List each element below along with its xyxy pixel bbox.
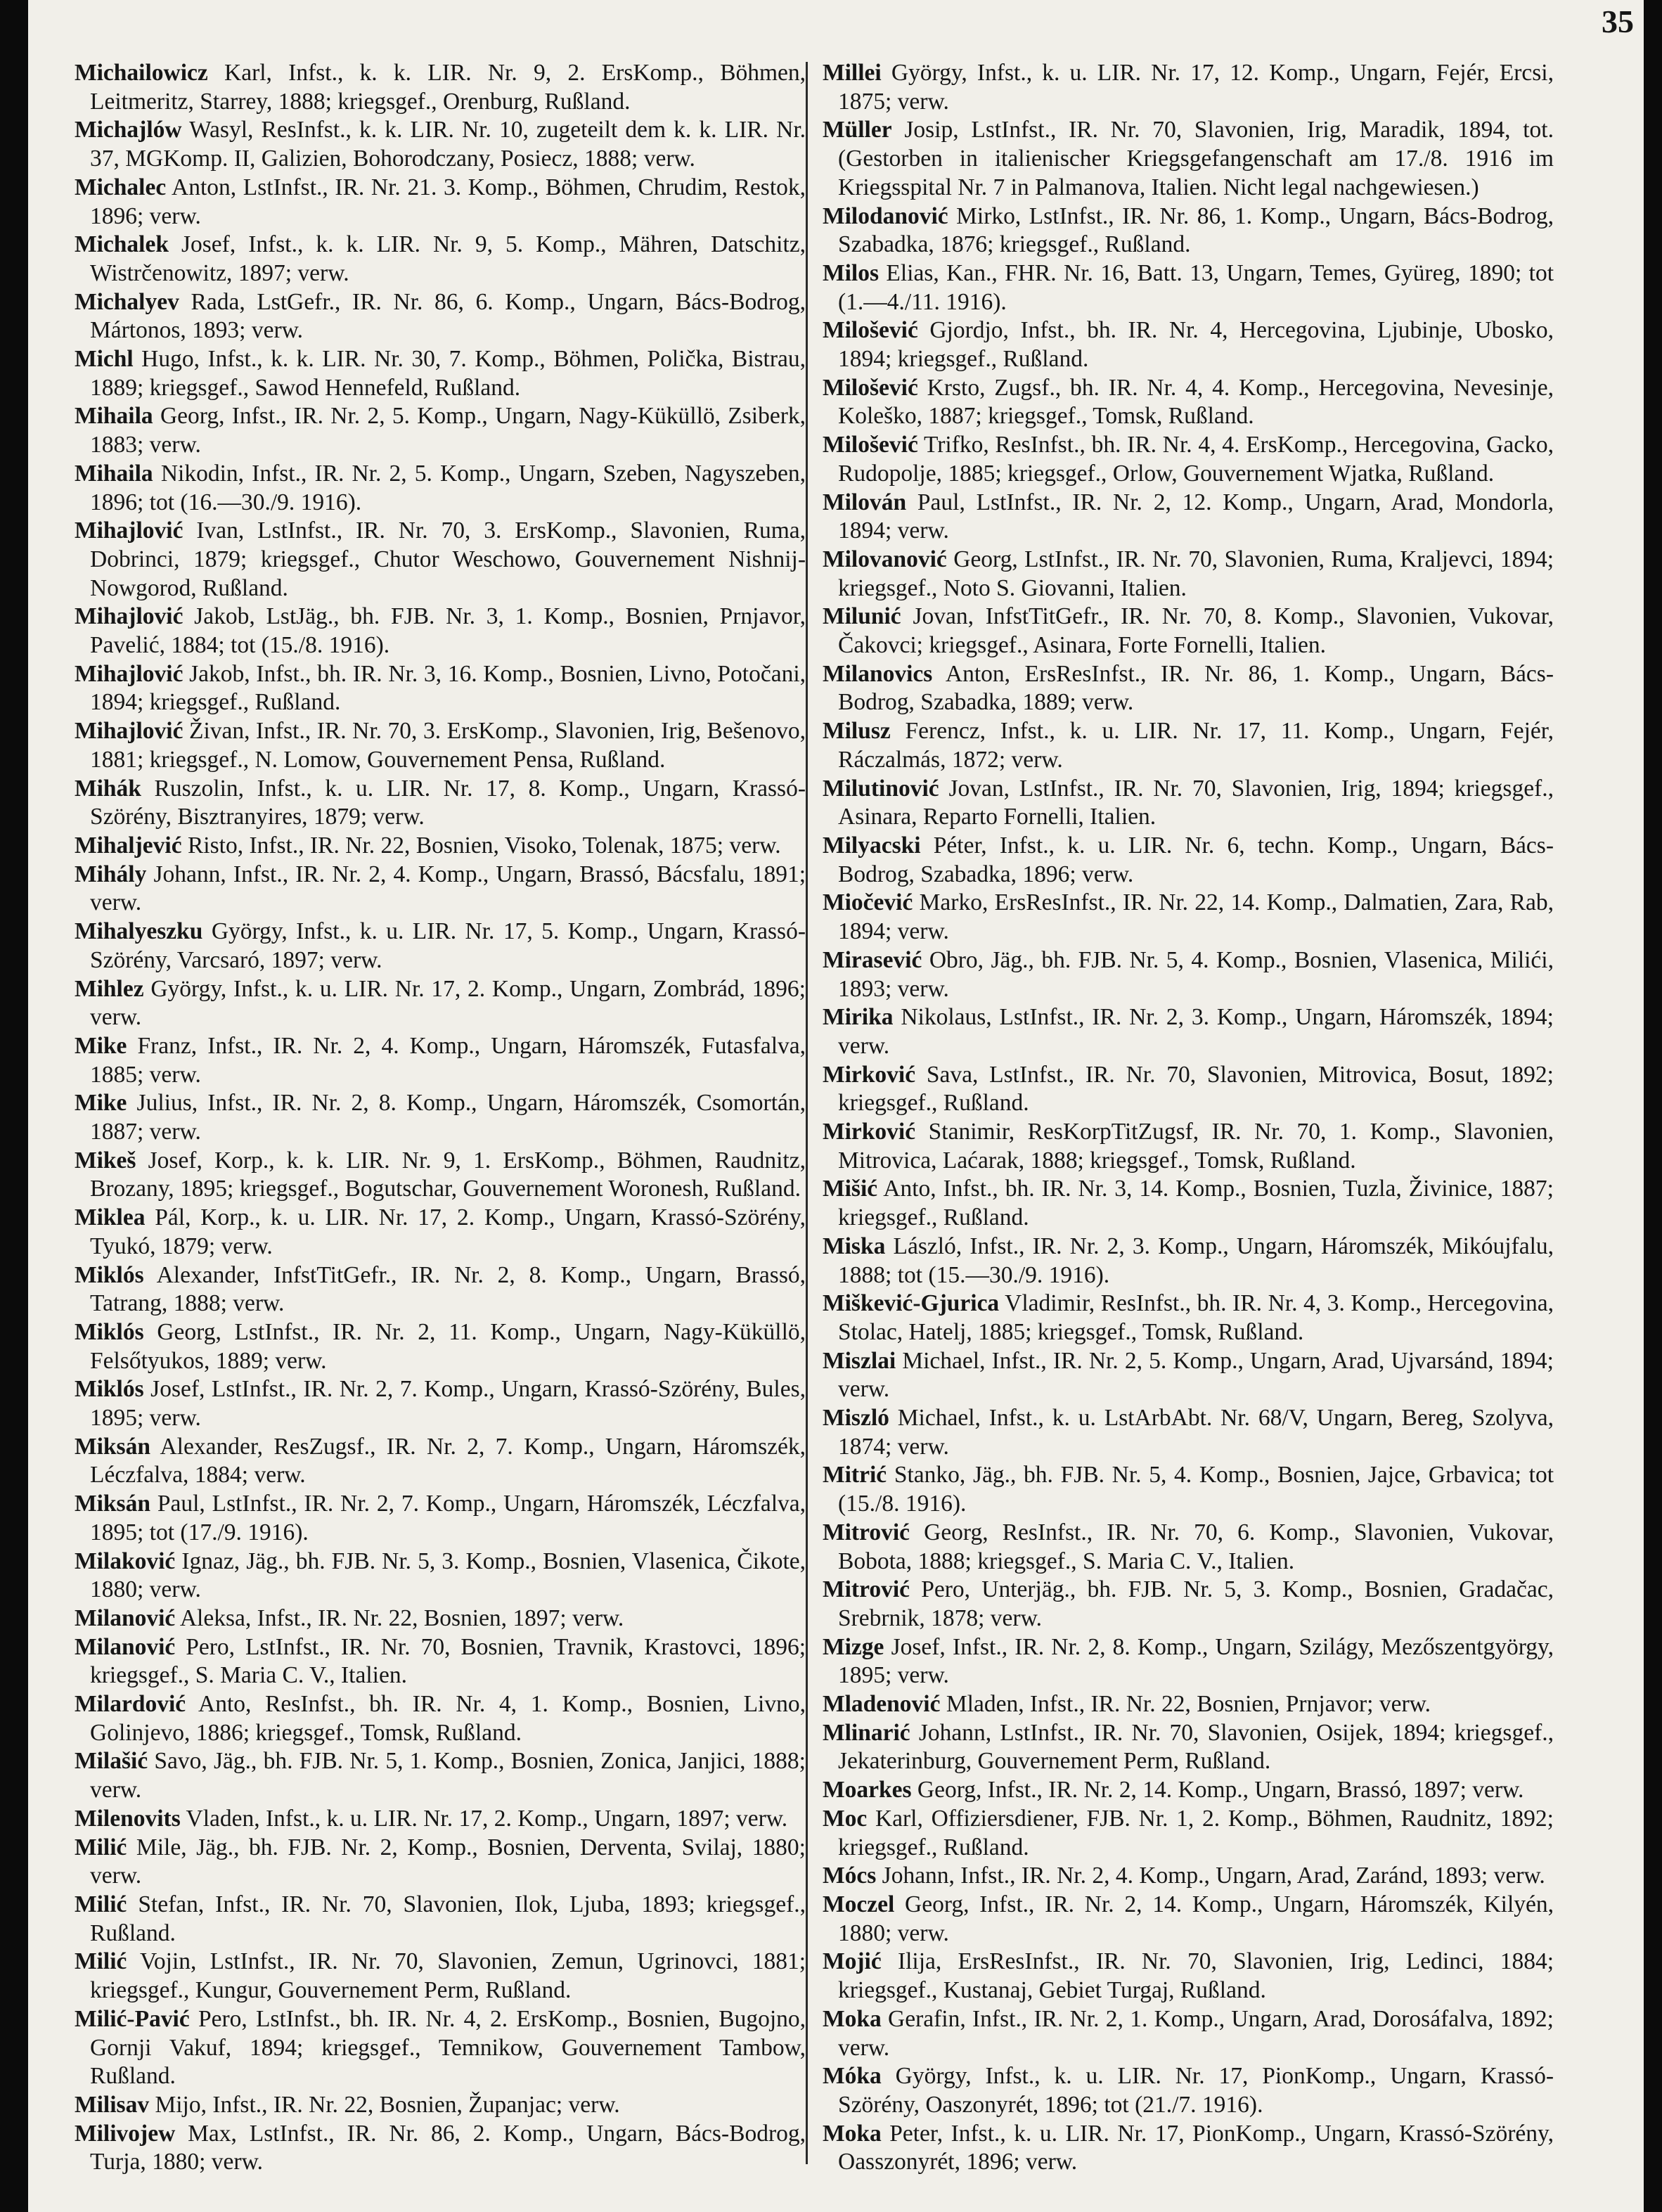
list-entry (823, 374, 1554, 431)
entry-details: Živan, Infst., IR. Nr. 70, 3. ErsKomp., Slavonien, Irig, Bešenovo, 1881; kriegsgef., N. Lomow, Gouvernement Pensa, Rußland. (90, 718, 806, 773)
entry-surname: Mihaljević (75, 832, 182, 859)
entry-surname: Milošević (823, 317, 918, 344)
list-entry (75, 288, 806, 345)
entry-surname: Milošević (823, 432, 918, 458)
list-entry (75, 1375, 806, 1432)
list-entry (75, 1948, 806, 2005)
list-entry (75, 775, 806, 832)
entry-details: Johann, Infst., IR. Nr. 2, 4. Komp., Ungarn, Brassó, Bácsfalu, 1891; verw. (90, 861, 806, 916)
entry-details: Mile, Jäg., bh. FJB. Nr. 2, Komp., Bosnien, Derventa, Svilaj, 1880; verw. (90, 1834, 806, 1889)
list-entry (75, 603, 806, 660)
entry-surname: Michl (75, 346, 134, 373)
entry-surname: Miklós (75, 1318, 144, 1345)
entry-details: Josef, Infst., k. k. LIR. Nr. 9, 5. Komp., Mähren, Datschitz, Wistrčenowitz, 1897; verw. (90, 231, 806, 286)
entry-surname: Mizge (823, 1633, 884, 1660)
list-entry (823, 316, 1554, 373)
entry-details: Aleksa, Infst., IR. Nr. 22, Bosnien, 1897; verw. (175, 1605, 624, 1631)
list-entry (75, 1605, 806, 1633)
list-entry (75, 1490, 806, 1547)
entry-surname: Mihák (75, 775, 141, 802)
entry-surname: Milivojew (75, 2120, 176, 2147)
entry-surname: Mike (75, 1090, 127, 1117)
entry-details: Georg, ResInfst., IR. Nr. 70, 6. Komp., Slavonien, Vukovar, Bobota, 1888; kriegsgef., S. Maria C. V., Italien. (838, 1519, 1554, 1574)
list-entry (75, 1805, 806, 1834)
entry-details: György, Infst., k. u. LIR. Nr. 17, 5. Komp., Ungarn, Krassó-Szörény, Varcsaró, 1897; verw. (90, 918, 806, 973)
list-entry (75, 174, 806, 231)
entry-details: Michael, Infst., k. u. LstArbAbt. Nr. 68/V, Ungarn, Bereg, Szolyva, 1874; verw. (838, 1405, 1554, 1460)
entry-details: Savo, Jäg., bh. FJB. Nr. 5, 1. Komp., Bosnien, Zonica, Janjici, 1888; verw. (90, 1748, 806, 1803)
entry-surname: Milovanović (823, 546, 947, 572)
list-entry (75, 717, 806, 774)
list-entry (823, 946, 1554, 1003)
entry-surname: Móka (823, 2063, 882, 2090)
entry-details: György, Infst., k. u. LIR. Nr. 17, PionKomp., Ungarn, Krassó-Szörény, Oaszonyrét, 1896; tot (21./7. 1916). (838, 2063, 1554, 2118)
entry-surname: Michailowicz (75, 60, 208, 86)
entry-surname: Mirković (823, 1119, 916, 1145)
list-entry (75, 832, 806, 861)
list-entry (823, 1719, 1554, 1776)
list-entry (75, 517, 806, 603)
list-entry (823, 1690, 1554, 1719)
list-entry (75, 1089, 806, 1146)
entry-surname: Mirković (823, 1061, 916, 1088)
entry-details: Gjordjo, Infst., bh. IR. Nr. 4, Hercegovina, Ljubinje, Ubosko, 1894; kriegsgef., Rußland. (838, 317, 1554, 373)
list-entry (823, 1519, 1554, 1576)
list-entry (823, 259, 1554, 316)
list-entry (823, 202, 1554, 259)
entry-surname: Milaković (75, 1548, 176, 1574)
entry-details: László, Infst., IR. Nr. 2, 3. Komp., Ungarn, Háromszék, Mikóujfalu, 1888; tot (15.—30./9. 1916). (838, 1233, 1554, 1288)
entry-surname: Michalyev (75, 288, 179, 315)
entry-details: Ivan, LstInfst., IR. Nr. 70, 3. ErsKomp., Slavonien, Ruma, Dobrinci, 1879; kriegsgef., Chutor Weschowo, Gouvernement Nishnij-Nowgorod, Rußland. (90, 517, 806, 601)
list-entry (75, 660, 806, 717)
entry-surname: Moczel (823, 1891, 895, 1917)
entry-surname: Mitrović (823, 1576, 910, 1603)
entry-details: Michael, Infst., IR. Nr. 2, 5. Komp., Ungarn, Arad, Ujvarsánd, 1894; verw. (838, 1347, 1554, 1403)
entry-surname: Milić-Pavić (75, 2005, 190, 2032)
list-entry (75, 1834, 806, 1891)
column-divider (806, 62, 808, 2164)
entry-details: Paul, LstInfst., IR. Nr. 2, 12. Komp., Ungarn, Arad, Mondorla, 1894; verw. (838, 489, 1554, 544)
list-entry (823, 1805, 1554, 1862)
list-entry (75, 2120, 806, 2177)
entry-surname: Milusz (823, 718, 891, 745)
entry-surname: Mirika (823, 1004, 894, 1031)
entry-surname: Miksán (75, 1491, 150, 1517)
entry-details: Anto, Infst., bh. IR. Nr. 3, 14. Komp., Bosnien, Tuzla, Živinice, 1887; kriegsgef., Rußland. (838, 1176, 1554, 1231)
entry-details: Trifko, ResInfst., bh. IR. Nr. 4, 4. ErsKomp., Hercegovina, Gacko, Rudopolje, 1885; kriegsgef., Orlow, Gouvernement Wjatka, Rußland. (838, 432, 1554, 487)
entry-surname: Milunić (823, 603, 901, 630)
entry-surname: Moka (823, 2120, 882, 2147)
entry-details: Georg, LstInfst., IR. Nr. 2, 11. Komp., Ungarn, Nagy-Küküllö, Felsőtyukos, 1889; verw. (90, 1318, 806, 1374)
list-entry (75, 2005, 806, 2091)
entry-details: Max, LstInfst., IR. Nr. 86, 2. Komp., Ungarn, Bács-Bodrog, Turja, 1880; verw. (90, 2120, 806, 2175)
list-entry (75, 345, 806, 402)
entry-details: Ferencz, Infst., k. u. LIR. Nr. 17, 11. Komp., Ungarn, Fejér, Ráczalmás, 1872; verw. (838, 718, 1554, 773)
entry-surname: Miksán (75, 1433, 150, 1460)
list-entry (823, 1404, 1554, 1461)
entry-surname: Milić (75, 1891, 127, 1917)
entry-surname: Mihalyeszku (75, 918, 203, 945)
entry-surname: Milić (75, 1948, 127, 1975)
entry-details: Wasyl, ResInfst., k. k. LIR. Nr. 10, zugeteilt dem k. k. LIR. Nr. 37, MGKomp. II, Galizien, Bohorodczany, Posiecz, 1888; verw. (90, 117, 806, 172)
entry-details: Krsto, Zugsf., bh. IR. Nr. 4, 4. Komp., Hercegovina, Nevesinje, Koleško, 1887; kriegsgef., Tomsk, Rußland. (838, 374, 1554, 430)
entry-details: Marko, ErsResInfst., IR. Nr. 22, 14. Komp., Dalmatien, Zara, Rab, 1894; verw. (838, 889, 1554, 945)
entry-details: Stefan, Infst., IR. Nr. 70, Slavonien, Ilok, Ljuba, 1893; kriegsgef., Rußland. (90, 1891, 806, 1946)
entry-surname: Mlinarić (823, 1719, 910, 1746)
entry-details: Julius, Infst., IR. Nr. 2, 8. Komp., Ungarn, Háromszék, Csomortán, 1887; verw. (90, 1090, 806, 1145)
entry-surname: Milodanović (823, 202, 948, 229)
entry-surname: Miočević (823, 889, 913, 916)
list-entry (75, 1747, 806, 1804)
list-entry (75, 59, 806, 116)
list-entry (823, 1233, 1554, 1290)
entry-details: Jakob, Infst., bh. IR. Nr. 3, 16. Komp., Bosnien, Livno, Potočani, 1894; kriegsgef., Rußland. (90, 660, 806, 716)
list-entry (823, 2062, 1554, 2119)
entry-details: Mladen, Infst., IR. Nr. 22, Bosnien, Prnjavor; verw. (940, 1691, 1431, 1718)
entry-surname: Miklós (75, 1376, 144, 1403)
entry-details: Georg, Infst., IR. Nr. 2, 14. Komp., Ungarn, Brassó, 1897; verw. (911, 1777, 1524, 1803)
list-entry (75, 1032, 806, 1089)
entry-surname: Mike (75, 1032, 127, 1059)
list-entry (823, 546, 1554, 603)
entry-surname: Milisav (75, 2091, 150, 2118)
list-entry (823, 603, 1554, 660)
entry-surname: Moc (823, 1805, 868, 1832)
list-entry (823, 2005, 1554, 2062)
list-entry (823, 832, 1554, 889)
entry-surname: Mihajlović (75, 603, 183, 630)
list-entry (75, 1548, 806, 1605)
list-entry (823, 775, 1554, 832)
entry-surname: Miškević-Gjurica (823, 1290, 1000, 1317)
entry-surname: Mihajlović (75, 718, 183, 745)
entry-details: Jovan, InfstTitGefr., IR. Nr. 70, 8. Komp., Slavonien, Vukovar, Čakovci; kriegsgef., Asinara, Forte Fornelli, Italien. (838, 603, 1554, 659)
list-entry (823, 431, 1554, 488)
entry-surname: Mihaila (75, 403, 153, 430)
list-entry (75, 1690, 806, 1747)
entry-surname: Moarkes (823, 1777, 912, 1803)
entry-details: Jakob, LstJäg., bh. FJB. Nr. 3, 1. Komp., Bosnien, Prnjavor, Pavelić, 1884; tot (15./8. 1916). (90, 603, 806, 659)
entry-surname: Milyacski (823, 832, 921, 859)
list-entry (823, 1576, 1554, 1633)
entry-details: Peter, Infst., k. u. LIR. Nr. 17, PionKomp., Ungarn, Krassó-Szörény, Oasszonyrét, 1896; verw. (838, 2120, 1554, 2175)
left-column (75, 59, 806, 2177)
entry-details: Gerafin, Infst., IR. Nr. 2, 1. Komp., Ungarn, Arad, Dorosáfalva, 1892; verw. (838, 2005, 1554, 2061)
entry-surname: Müller (823, 117, 892, 143)
entry-surname: Milenovits (75, 1805, 181, 1832)
entry-details: Nikolaus, LstInfst., IR. Nr. 2, 3. Komp., Ungarn, Háromszék, 1894; verw. (838, 1004, 1554, 1059)
entry-surname: Mihajlović (75, 517, 183, 544)
list-entry (823, 1633, 1554, 1690)
entry-details: Mirko, LstInfst., IR. Nr. 86, 1. Komp., Ungarn, Bács-Bodrog, Szabadka, 1876; kriegsgef., Rußland. (838, 202, 1554, 258)
entry-details: Elias, Kan., FHR. Nr. 16, Batt. 13, Ungarn, Temes, Gyüreg, 1890; tot (1.—4./11. 1916). (838, 259, 1554, 315)
entry-surname: Moka (823, 2005, 882, 2032)
entry-details: Hugo, Infst., k. k. LIR. Nr. 30, 7. Komp., Böhmen, Polička, Bistrau, 1889; kriegsgef., Sawod Hennefeld, Rußland. (90, 346, 806, 401)
entry-details: Vojin, LstInfst., IR. Nr. 70, Slavonien, Zemun, Ugrinovci, 1881; kriegsgef., Kungur, Gouvernement Perm, Rußland. (90, 1948, 806, 2004)
list-entry (823, 889, 1554, 946)
entry-details: Georg, LstInfst., IR. Nr. 70, Slavonien, Ruma, Kraljevci, 1894; kriegsgef., Noto S. Giovanni, Italien. (838, 546, 1554, 601)
entry-surname: Mihajlović (75, 660, 183, 687)
entry-details: Josef, Korp., k. k. LIR. Nr. 9, 1. ErsKomp., Böhmen, Raudnitz, Brozany, 1895; kriegsgef., Bogutschar, Gouvernement Woronesh, Rußland. (90, 1147, 806, 1202)
entry-details: Stanimir, ResKorpTitZugsf, IR. Nr. 70, 1. Komp., Slavonien, Mitrovica, Laćarak, 1888; kriegsgef., Tomsk, Rußland. (838, 1119, 1554, 1173)
entry-surname: Milošević (823, 374, 918, 401)
entry-surname: Milutinović (823, 775, 939, 802)
entry-surname: Mišić (823, 1176, 878, 1202)
entry-surname: Miklea (75, 1204, 146, 1231)
entry-details: Alexander, InfstTitGefr., IR. Nr. 2, 8. Komp., Ungarn, Brassó, Tatrang, 1888; verw. (90, 1261, 806, 1317)
list-entry (823, 2120, 1554, 2177)
entry-surname: Milanović (75, 1605, 176, 1631)
entry-details: Johann, LstInfst., IR. Nr. 70, Slavonien, Osijek, 1894; kriegsgef., Jekaterinburg, Gouvernement Perm, Rußland. (838, 1719, 1554, 1775)
entry-details: Johann, Infst., IR. Nr. 2, 4. Komp., Ungarn, Arad, Zaránd, 1893; verw. (876, 1863, 1545, 1889)
entry-details: Rada, LstGefr., IR. Nr. 86, 6. Komp., Ungarn, Bács-Bodrog, Mártonos, 1893; verw. (90, 288, 806, 344)
entry-surname: Miklós (75, 1261, 144, 1288)
right-column (823, 59, 1554, 2177)
entry-details: Obro, Jäg., bh. FJB. Nr. 5, 4. Komp., Bosnien, Vlasenica, Milići, 1893; verw. (838, 946, 1554, 1002)
list-entry (823, 489, 1554, 546)
entry-details: György, Infst., k. u. LIR. Nr. 17, 2. Komp., Ungarn, Zombrád, 1896; verw. (90, 975, 806, 1031)
list-entry (75, 1633, 806, 1690)
list-entry (75, 231, 806, 288)
list-entry (823, 1862, 1554, 1891)
entry-details: Josef, Infst., IR. Nr. 2, 8. Komp., Ungarn, Szilágy, Mezőszentgyörgy, 1895; verw. (838, 1633, 1554, 1689)
entry-details: Sava, LstInfst., IR. Nr. 70, Slavonien, Mitrovica, Bosut, 1892; kriegsgef., Rußland. (838, 1061, 1554, 1117)
entry-details: Mijo, Infst., IR. Nr. 22, Bosnien, Županjac; verw. (149, 2091, 620, 2118)
entry-details: Anto, ResInfst., bh. IR. Nr. 4, 1. Komp., Bosnien, Livno, Golinjevo, 1886; kriegsgef., Tomsk, Rußland. (90, 1691, 806, 1746)
entry-surname: Mihaila (75, 460, 153, 487)
entry-details: Georg, Infst., IR. Nr. 2, 5. Komp., Ungarn, Nagy-Küküllö, Zsiberk, 1883; verw. (90, 403, 806, 458)
entry-details: Ruszolin, Infst., k. u. LIR. Nr. 17, 8. Komp., Ungarn, Krassó-Szörény, Bisztranyires, 1879; verw. (90, 775, 806, 830)
entry-details: Josef, LstInfst., IR. Nr. 2, 7. Komp., Ungarn, Krassó-Szörény, Bules, 1895; verw. (90, 1376, 806, 1432)
entry-details: György, Infst., k. u. LIR. Nr. 17, 12. Komp., Ungarn, Fejér, Ercsi, 1875; verw. (838, 60, 1554, 115)
entry-surname: Michalek (75, 231, 169, 258)
entry-surname: Milašić (75, 1748, 148, 1775)
entry-surname: Milanovics (823, 660, 933, 687)
entry-details: Vladimir, ResInfst., bh. IR. Nr. 4, 3. Komp., Hercegovina, Stolac, Hatelj, 1885; kriegsgef., Tomsk, Rußland. (838, 1290, 1554, 1345)
list-entry (823, 717, 1554, 774)
list-entry (823, 1776, 1554, 1805)
entry-details: Pero, LstInfst., IR. Nr. 70, Bosnien, Travnik, Krastovci, 1896; kriegsgef., S. Maria C. V., Italien. (90, 1633, 806, 1689)
list-entry (823, 1003, 1554, 1060)
list-entry (823, 660, 1554, 717)
entry-details: Paul, LstInfst., IR. Nr. 2, 7. Komp., Ungarn, Háromszék, Léczfalva, 1895; tot (17./9. 1916). (90, 1491, 806, 1545)
list-entry (75, 918, 806, 975)
list-entry (75, 1318, 806, 1375)
list-entry (823, 1347, 1554, 1404)
entry-surname: Michajlów (75, 117, 182, 143)
list-entry (75, 2091, 806, 2120)
list-entry (75, 975, 806, 1032)
list-entry (823, 59, 1554, 116)
entry-surname: Mitrić (823, 1462, 887, 1488)
list-entry (823, 1175, 1554, 1232)
entry-details: Risto, Infst., IR. Nr. 22, Bosnien, Visoko, Tolenak, 1875; verw. (181, 832, 781, 859)
list-entry (75, 1204, 806, 1261)
entry-surname: Michalec (75, 174, 167, 200)
entry-surname: Mladenović (823, 1691, 941, 1718)
list-entry (823, 1461, 1554, 1518)
entry-details: Vladen, Infst., k. u. LIR. Nr. 17, 2. Komp., Ungarn, 1897; verw. (180, 1805, 788, 1832)
entry-surname: Mirasević (823, 946, 922, 973)
list-entry (823, 1891, 1554, 1948)
entry-details: Josip, LstInfst., IR. Nr. 70, Slavonien, Irig, Maradik, 1894, tot. (Gestorben in italienischer Kriegsgefangenschaft am 17./8. 1916 im Kriegsspital Nr. 7 in Palmanova, Italien. Nicht legal nachgewiesen.) (838, 117, 1554, 200)
entry-details: Georg, Infst., IR. Nr. 2, 14. Komp., Ungarn, Háromszék, Kilyén, 1880; verw. (838, 1891, 1554, 1946)
list-entry (75, 1261, 806, 1318)
entry-surname: Mihlez (75, 975, 144, 1002)
entry-details: Karl, Infst., k. k. LIR. Nr. 9, 2. ErsKomp., Böhmen, Leitmeritz, Starrey, 1888; kriegsgef., Orenburg, Rußland. (90, 60, 806, 115)
entry-surname: Mitrović (823, 1519, 910, 1545)
entry-surname: Miska (823, 1233, 886, 1259)
entry-surname: Mikeš (75, 1147, 136, 1173)
entry-details: Ignaz, Jäg., bh. FJB. Nr. 5, 3. Komp., Bosnien, Vlasenica, Čikote, 1880; verw. (90, 1548, 806, 1603)
entry-surname: Mócs (823, 1863, 877, 1889)
list-entry (75, 861, 806, 918)
list-entry (823, 1948, 1554, 2005)
entry-surname: Millei (823, 60, 882, 86)
list-entry (75, 1433, 806, 1490)
entry-details: Anton, ErsResInfst., IR. Nr. 86, 1. Komp., Ungarn, Bács-Bodrog, Szabadka, 1889; verw. (838, 660, 1554, 716)
entry-details: Karl, Offiziersdiener, FJB. Nr. 1, 2. Komp., Böhmen, Raudnitz, 1892; kriegsgef., Rußland. (838, 1805, 1554, 1860)
list-entry (75, 1891, 806, 1948)
entry-details: Stanko, Jäg., bh. FJB. Nr. 5, 4. Komp., Bosnien, Jajce, Grbavica; tot (15./8. 1916). (838, 1462, 1554, 1517)
entry-details: Pál, Korp., k. u. LIR. Nr. 17, 2. Komp., Ungarn, Krassó-Szörény, Tyukó, 1879; verw. (90, 1204, 806, 1259)
list-entry (823, 1118, 1554, 1175)
list-entry (823, 1290, 1554, 1346)
entry-details: Franz, Infst., IR. Nr. 2, 4. Komp., Ungarn, Háromszék, Futasfalva, 1885; verw. (90, 1032, 806, 1088)
entry-surname: Miszlai (823, 1347, 896, 1374)
list-entry (75, 116, 806, 173)
entry-details: Jovan, LstInfst., IR. Nr. 70, Slavonien, Irig, 1894; kriegsgef., Asinara, Reparto Fornelli, Italien. (838, 775, 1554, 830)
entry-surname: Milován (823, 489, 907, 515)
page-number: 35 (1602, 4, 1634, 39)
entry-details: Péter, Infst., k. u. LIR. Nr. 6, techn. Komp., Ungarn, Bács-Bodrog, Szabadka, 1896; verw. (838, 832, 1554, 887)
entry-details: Anton, LstInfst., IR. Nr. 21. 3. Komp., Böhmen, Chrudim, Restok, 1896; verw. (90, 174, 806, 229)
document-page (28, 0, 1644, 2212)
entry-details: Ilija, ErsResInfst., IR. Nr. 70, Slavonien, Irig, Ledinci, 1884; kriegsgef., Kustanaj, Gebiet Turgaj, Rußland. (838, 1948, 1554, 2004)
entry-surname: Milić (75, 1834, 127, 1860)
entry-surname: Milanović (75, 1633, 176, 1660)
list-entry (823, 116, 1554, 202)
list-entry (75, 402, 806, 459)
entry-surname: Miszló (823, 1405, 889, 1432)
entry-surname: Milardović (75, 1691, 186, 1718)
list-entry (75, 1147, 806, 1204)
entry-details: Nikodin, Infst., IR. Nr. 2, 5. Komp., Ungarn, Szeben, Nagyszeben, 1896; tot (16.—30./9. 1916). (90, 460, 806, 515)
entry-details: Pero, Unterjäg., bh. FJB. Nr. 5, 3. Komp., Bosnien, Gradačac, Srebrnik, 1878; verw. (838, 1576, 1554, 1631)
entry-surname: Milos (823, 259, 880, 286)
list-entry (823, 1061, 1554, 1118)
entry-details: Pero, LstInfst., bh. IR. Nr. 4, 2. ErsKomp., Bosnien, Bugojno, Gornji Vakuf, 1894; kriegsgef., Temnikow, Gouvernement Tambow, Rußland. (90, 2005, 806, 2090)
entry-details: Alexander, ResZugsf., IR. Nr. 2, 7. Komp., Ungarn, Háromszék, Léczfalva, 1884; verw. (90, 1433, 806, 1488)
entry-surname: Mojić (823, 1948, 882, 1975)
list-entry (75, 460, 806, 517)
entry-surname: Mihály (75, 861, 147, 887)
